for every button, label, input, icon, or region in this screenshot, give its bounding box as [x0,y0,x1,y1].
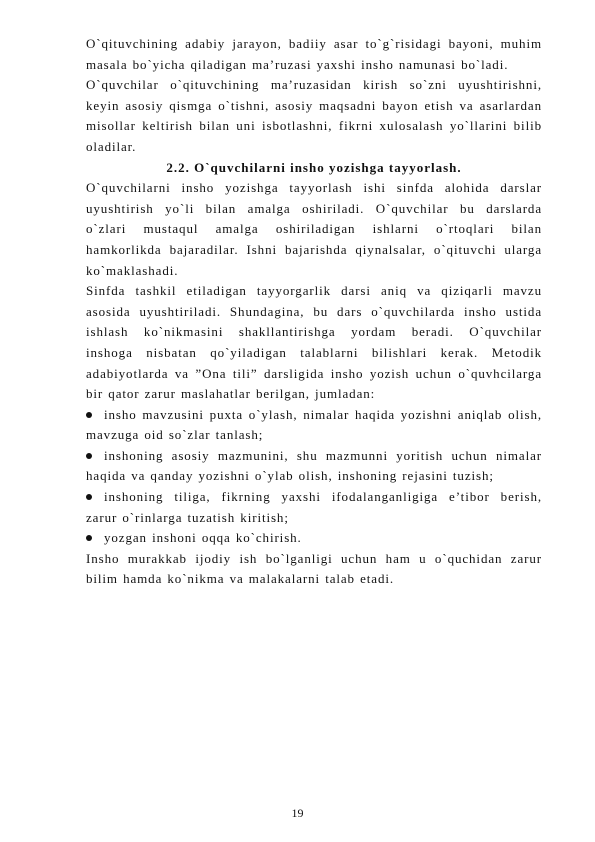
bullet-item [86,528,542,549]
bullet-text: insho mavzusini puxta o`ylash, nimalar haqida yozishni aniqlab olish, mavzuga oid so`zlar tanlash; [86,406,542,443]
bullet-text: yozgan inshoni oqqa ko`chirish. [104,530,302,546]
closing-paragraph: Insho murakkab ijodiy ish bo`lganligi uchun ham u o`quchidan zarur bilim hamda ko`nikma va malakalarni talab etadi. [86,550,542,587]
bullet-text: inshoning asosiy mazmunini, shu mazmunni yoritish uchun nimalar haqida va qanday yozishni o`ylab olish, inshoning rejasini tuzish; [86,447,542,484]
page-number: 19 [291,806,304,820]
bullet-item [86,405,542,446]
page-body [86,34,542,590]
section-heading: 2.2. O`quvchilarni insho yozishga tayyorlash. [166,159,462,175]
bullet-item [86,487,542,528]
bullet-icon [86,453,92,459]
intro-paragraph-2: O`quvchilar o`qituvchining ma’ruzasidan kirish so`zni uyushtirishni, keyin asosiy qismga o`tishni, asosiy maqsadni bayon etish va asarlardan misollar keltirish bilan uni isbotlashni, fikrni xulosalash yo`llarini bilib oladilar. [86,77,542,154]
bullet-icon [86,494,92,500]
main-paragraph-1: O`quvchilarni insho yozishga tayyorlash ishi sinfda alohida darslar uyushtirish yo`li bilan amalga oshiriladi. O`quvchilar bu darslarda o`zlari mustaqul amalga oshiriladigan ishlarni o`rtoqlari bilan hamkorlikda bajaradilar. Ishni bajarishda qiynalsalar, o`qituvchi ularga ko`maklashadi. [86,180,542,278]
intro-paragraph-1: O`qituvchining adabiy jarayon, badiiy asar to`g`risidagi bayoni, muhim masala bo`yicha qiladigan ma’ruzasi yaxshi insho namunasi bo`ladi. [86,36,542,72]
bullet-icon [86,412,92,418]
main-paragraph-2: Sinfda tashkil etiladigan tayyorgarlik darsi aniq va qiziqarli mavzu asosida uyushtiriladi. Shundagina, bu dars o`quvchilarda insho ustida ishlash ko`nikmasini shakllantirishga yordam beradi. O`quvchilar inshoga nisbatan qo`yiladigan talablarni bilishlari kerak. Metodik adabiyotlarda va ”Ona tili” darsligida insho yozish uchun o`quvhcilarga bir qator zarur maslahatlar berilgan, jumladan: [86,283,542,402]
bullet-text: inshoning tiliga, fikrning yaxshi ifodalanganligiga e’tibor berish, zarur o`rinlarga tuzatish kiritish; [86,489,542,525]
bullet-item [86,446,542,487]
bullet-icon [86,535,92,541]
